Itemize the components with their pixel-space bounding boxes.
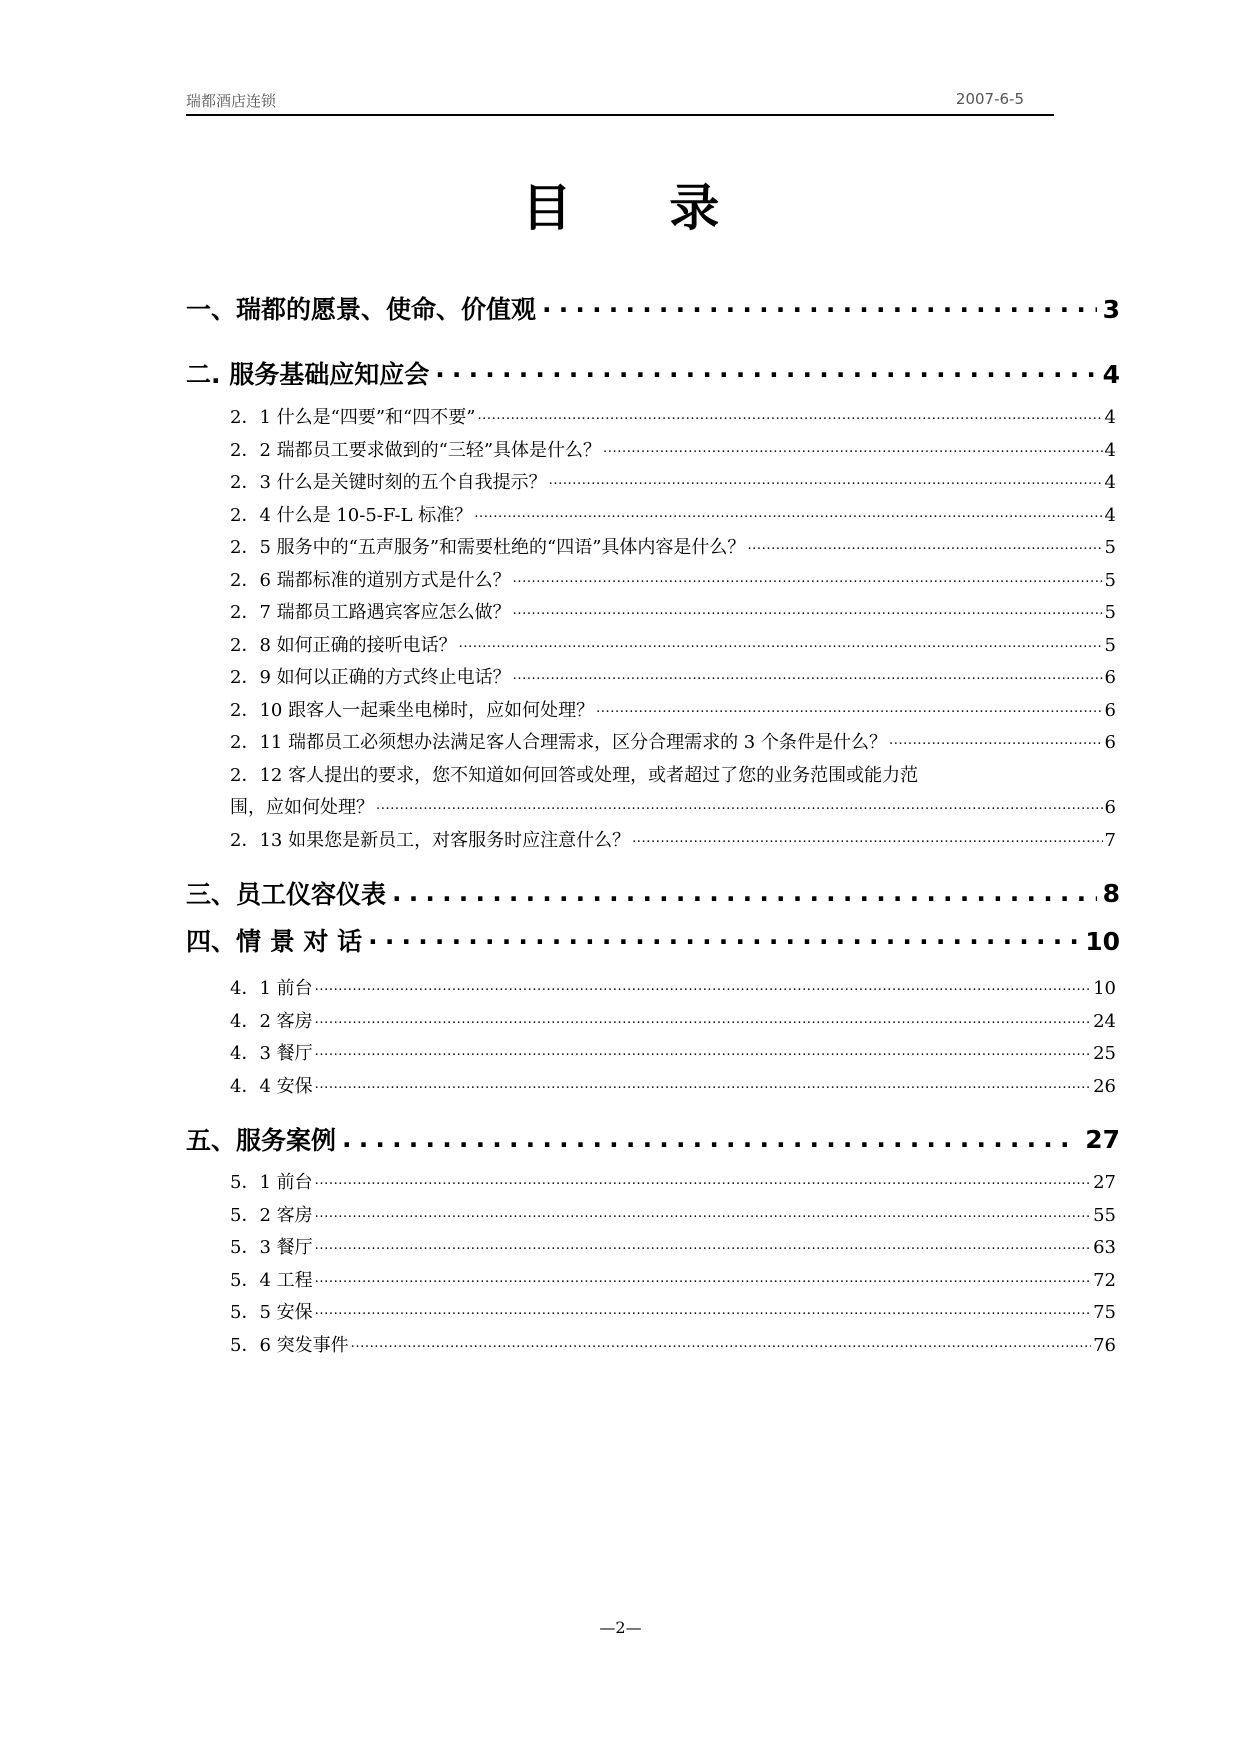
- toc-page-number: 10: [1085, 927, 1120, 956]
- dot-leader: [435, 355, 1096, 383]
- toc-section-label: 三、员工仪容仪表: [186, 880, 387, 909]
- dot-leader: [513, 598, 1103, 618]
- page-title: 目 录: [521, 179, 760, 237]
- toc-item-line2: [230, 793, 1116, 826]
- dot-leader: [474, 501, 1102, 521]
- dot-leader: [889, 728, 1103, 748]
- toc-item-label: 2．1 什么是“四要”和“四不要”: [230, 407, 476, 428]
- toc-item[interactable]: [186, 1039, 1120, 1072]
- toc-item-label: 2．11 瑞都员工必须想办法满足客人合理需求，区分合理需求的 3 个条件是什么？: [230, 732, 887, 753]
- dot-leader: [315, 974, 1091, 994]
- toc-section-label: 一、瑞都的愿景、使命、价值观: [186, 295, 537, 324]
- toc-page-number: 27: [1093, 1172, 1116, 1193]
- toc-item-label: 4．2 客房: [230, 1010, 313, 1032]
- toc-item[interactable]: [186, 468, 1120, 501]
- dot-leader: [315, 1266, 1091, 1286]
- toc-page-number: 8: [1102, 878, 1120, 908]
- toc-page-number: 4: [1102, 360, 1120, 389]
- toc-page-number: 6: [1104, 732, 1116, 753]
- toc-item-label: 2．7 瑞都员工路遇宾客应怎么做？: [230, 602, 511, 623]
- header-company: 瑞都酒店连锁: [186, 92, 277, 110]
- dot-leader: [315, 1007, 1091, 1027]
- dot-leader: [315, 1298, 1091, 1318]
- dot-leader: [376, 793, 1103, 813]
- dot-leader: [632, 826, 1102, 846]
- toc-page-number: 26: [1093, 1075, 1116, 1097]
- dot-leader: [351, 1331, 1091, 1351]
- dot-leader: [513, 663, 1103, 683]
- toc-page-number: 5: [1104, 634, 1116, 656]
- toc-item-label-line2: 围，应如何处理？: [230, 797, 374, 818]
- toc-item[interactable]: [186, 1201, 1120, 1234]
- toc-item-label: 5．6 突发事件: [230, 1334, 349, 1356]
- dot-leader: [596, 696, 1102, 716]
- toc-page-number: 75: [1093, 1302, 1116, 1323]
- toc-section-1[interactable]: [186, 290, 1120, 355]
- toc-page-number: 5: [1104, 569, 1116, 591]
- toc-item-label: 5．3 餐厅: [230, 1237, 313, 1258]
- toc-item[interactable]: [186, 1007, 1120, 1040]
- toc-item-label: 4．4 安保: [230, 1075, 313, 1097]
- toc-item[interactable]: [186, 631, 1120, 664]
- dot-leader: [315, 1233, 1091, 1253]
- dot-leader: [603, 436, 1103, 456]
- dot-leader: [315, 1072, 1091, 1092]
- dot-leader: [549, 468, 1103, 488]
- toc-item[interactable]: [186, 1331, 1120, 1364]
- toc-item-label: 5．4 工程: [230, 1269, 313, 1291]
- toc-page-number: 4: [1104, 407, 1116, 428]
- toc-item[interactable]: [186, 728, 1120, 761]
- toc-item-label: 4．1 前台: [230, 978, 313, 999]
- page-header: [186, 88, 1054, 116]
- toc-page-number: 4: [1104, 504, 1116, 526]
- dot-leader: [459, 631, 1103, 651]
- dot-leader: [513, 566, 1103, 586]
- toc-item-label: 2．2 瑞都员工要求做到的“三轻”具体是什么？: [230, 439, 602, 461]
- toc-item[interactable]: [186, 403, 1120, 436]
- toc-item-label: 2．13 如果您是新员工，对客服务时应注意什么？: [230, 829, 631, 851]
- toc-page-number: 6: [1104, 699, 1116, 721]
- toc-section-label: 二. 服务基础应知应会: [186, 360, 430, 389]
- toc-item[interactable]: [186, 533, 1120, 566]
- toc-item[interactable]: [186, 598, 1120, 631]
- toc-item[interactable]: [186, 974, 1120, 1007]
- toc-item-label: 2．10 跟客人一起乘坐电梯时，应如何处理？: [230, 699, 595, 721]
- toc-page-number: 72: [1093, 1269, 1116, 1291]
- toc-page-number: 6: [1104, 667, 1116, 688]
- toc-section-5[interactable]: [186, 1104, 1120, 1168]
- toc-page-number: 4: [1104, 472, 1116, 493]
- toc-item-label: 2．3 什么是关键时刻的五个自我提示？: [230, 472, 547, 493]
- toc-item[interactable]: [186, 566, 1120, 599]
- dot-leader: [747, 533, 1102, 553]
- toc-item[interactable]: [186, 696, 1120, 729]
- toc-section-4[interactable]: [186, 922, 1120, 974]
- toc-item-label: 2．5 服务中的“五声服务”和需要杜绝的“四语”具体内容是什么？: [230, 537, 746, 558]
- dot-leader: [315, 1039, 1091, 1059]
- toc-page-number: 24: [1093, 1010, 1116, 1032]
- toc-item[interactable]: [186, 1072, 1120, 1105]
- toc-page-number: 6: [1104, 797, 1116, 818]
- toc-item-label: 2．9 如何以正确的方式终止电话？: [230, 667, 511, 688]
- toc-item[interactable]: [186, 1266, 1120, 1299]
- toc-page-number: 27: [1085, 1124, 1120, 1154]
- dot-leader: [368, 922, 1079, 950]
- toc-item-label-line1: 2．12 客人提出的要求，您不知道如何回答或处理，或者超过了您的业务范围或能力范: [230, 764, 919, 786]
- toc-page-number: 63: [1093, 1237, 1116, 1258]
- toc-item[interactable]: [186, 501, 1120, 534]
- toc-item[interactable]: [186, 663, 1120, 696]
- dot-leader: [477, 403, 1102, 423]
- toc-item[interactable]: [186, 1233, 1120, 1266]
- toc-page-number: 55: [1093, 1204, 1116, 1226]
- dot-leader: [315, 1201, 1091, 1221]
- toc-item[interactable]: [186, 761, 1120, 826]
- table-of-contents: [186, 290, 1120, 1363]
- toc-item-label: 2．8 如何正确的接听电话？: [230, 634, 457, 656]
- toc-item-label: 4．3 餐厅: [230, 1043, 313, 1064]
- toc-page-number: 10: [1093, 978, 1116, 999]
- dot-leader: [392, 879, 1097, 907]
- toc-item[interactable]: [186, 436, 1120, 469]
- toc-page-number: 76: [1093, 1334, 1116, 1356]
- dot-leader: [315, 1168, 1091, 1188]
- toc-page-number: 7: [1104, 829, 1116, 851]
- dot-leader: [342, 1125, 1079, 1153]
- toc-item[interactable]: [186, 1298, 1120, 1331]
- page-footer-number: —2—: [599, 1618, 642, 1637]
- header-date: 2007-6-5: [955, 90, 1024, 108]
- toc-page-number: 5: [1104, 602, 1116, 623]
- toc-item-label: 5．5 安保: [230, 1302, 313, 1323]
- dot-leader: [542, 290, 1097, 318]
- toc-page-number: 4: [1104, 439, 1116, 461]
- toc-page-number: 25: [1093, 1043, 1116, 1064]
- toc-item[interactable]: [186, 826, 1120, 859]
- toc-page-number: 3: [1102, 295, 1120, 324]
- toc-section-label: 五、服务案例: [186, 1126, 337, 1155]
- toc-item-label: 2．6 瑞都标准的道别方式是什么？: [230, 569, 511, 591]
- toc-item-label: 5．1 前台: [230, 1172, 313, 1193]
- toc-page-number: 5: [1104, 537, 1116, 558]
- toc-item-label: 5．2 客房: [230, 1204, 313, 1226]
- toc-item[interactable]: [186, 1168, 1120, 1201]
- toc-section-label: 四、情 景 对 话: [186, 927, 363, 956]
- toc-item-label: 2．4 什么是 10-5-F-L 标准？: [230, 504, 473, 526]
- toc-section-2[interactable]: [186, 355, 1120, 403]
- toc-section-3[interactable]: [186, 858, 1120, 922]
